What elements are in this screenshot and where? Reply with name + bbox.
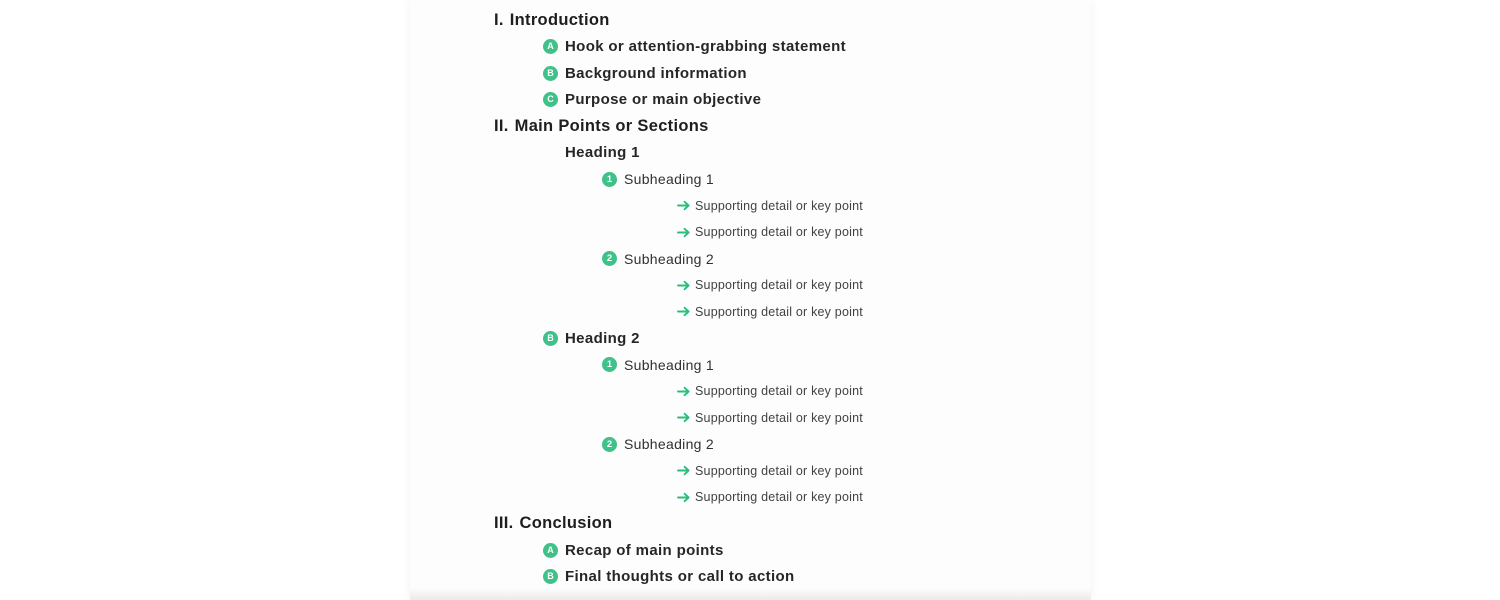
outline-label: Subheading 2 [624, 250, 715, 267]
outline-numeral: III. [494, 514, 514, 533]
number-badge: 2 [602, 437, 617, 452]
outline-item-detail [410, 458, 1091, 485]
outline-label: Heading 2 [565, 329, 640, 347]
number-badge: 2 [602, 251, 617, 266]
outline [410, 0, 1091, 590]
outline-item-letter [410, 60, 1091, 87]
outline-label: Supporting detail or key point [695, 463, 863, 478]
outline-label: Supporting detail or key point [695, 198, 863, 213]
outline-label: Supporting detail or key point [695, 410, 863, 425]
outline-item-detail [410, 405, 1091, 432]
outline-item-number [410, 431, 1091, 458]
number-badge: 1 [602, 357, 617, 372]
arrow-icon [677, 386, 691, 397]
arrow-icon [677, 227, 691, 238]
outline-item-number [410, 246, 1091, 273]
document-page [410, 0, 1091, 600]
outline-label: Supporting detail or key point [695, 490, 863, 505]
letter-badge: B [543, 331, 558, 346]
outline-item-detail [410, 193, 1091, 220]
outline-label: Hook or attention-grabbing statement [565, 38, 846, 56]
outline-item-detail [410, 299, 1091, 326]
outline-item-roman [410, 113, 1091, 140]
outline-numeral: II. [494, 116, 509, 135]
outline-item-detail [410, 219, 1091, 246]
outline-label: Purpose or main objective [565, 91, 762, 109]
outline-label: Main Points or Sections [514, 116, 709, 135]
number-badge: 1 [602, 172, 617, 187]
outline-label: Supporting detail or key point [695, 304, 863, 319]
outline-item-roman [410, 511, 1091, 538]
arrow-icon [677, 200, 691, 211]
letter-badge: A [543, 543, 558, 558]
outline-item-number [410, 166, 1091, 193]
letter-badge: B [543, 66, 558, 81]
outline-numeral: I. [494, 10, 504, 29]
outline-item-detail [410, 272, 1091, 299]
outline-label: Final thoughts or call to action [565, 568, 795, 586]
arrow-icon [677, 412, 691, 423]
outline-item-letter [410, 325, 1091, 352]
letter-badge: B [543, 569, 558, 584]
outline-item-roman [410, 7, 1091, 34]
outline-label: Conclusion [519, 514, 613, 533]
outline-label: Subheading 2 [624, 436, 715, 453]
outline-item-heading [410, 140, 1091, 167]
outline-item-number [410, 352, 1091, 379]
letter-badge: A [543, 39, 558, 54]
outline-item-letter [410, 87, 1091, 114]
outline-label: Introduction [509, 10, 610, 29]
arrow-icon [677, 492, 691, 503]
outline-label: Subheading 1 [624, 356, 715, 373]
arrow-icon [677, 280, 691, 291]
arrow-icon [677, 306, 691, 317]
outline-item-detail [410, 378, 1091, 405]
outline-label: Recap of main points [565, 541, 724, 559]
outline-item-letter [410, 537, 1091, 564]
outline-item-letter [410, 564, 1091, 591]
outline-label: Background information [565, 64, 747, 82]
outline-label: Supporting detail or key point [695, 278, 863, 293]
outline-label: Heading 1 [565, 144, 640, 162]
outline-label: Subheading 1 [624, 171, 715, 188]
outline-label: Supporting detail or key point [695, 384, 863, 399]
letter-badge: C [543, 92, 558, 107]
arrow-icon [677, 465, 691, 476]
outline-label: Supporting detail or key point [695, 225, 863, 240]
outline-item-detail [410, 484, 1091, 511]
outline-item-letter [410, 34, 1091, 61]
